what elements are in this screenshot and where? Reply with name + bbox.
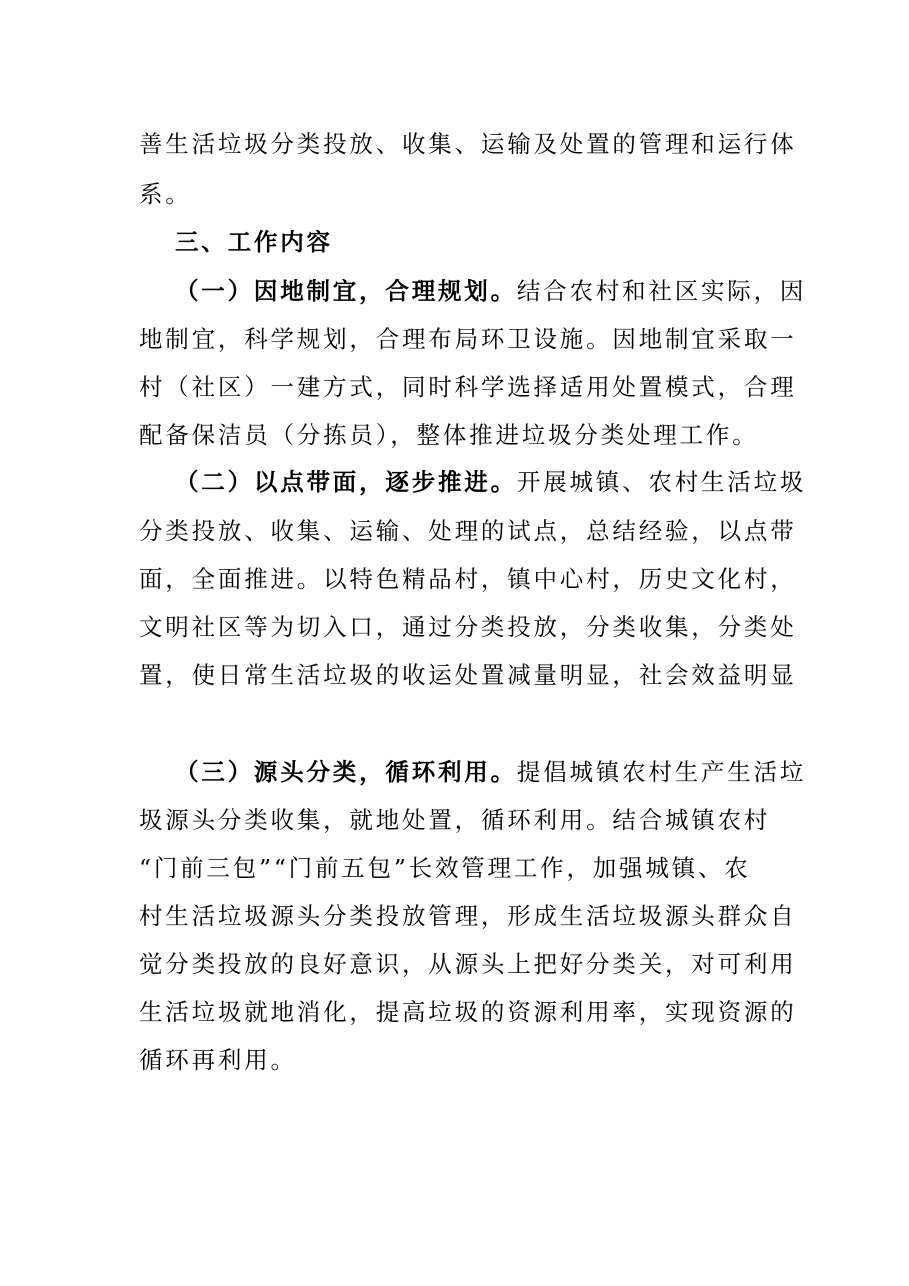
paragraph-line: 面，全面推进。以特色精品村，镇中心村，历史文化村， <box>139 565 797 593</box>
paragraph-line: 圾源头分类收集，就地处置，循环利用。结合城镇农村 <box>139 806 771 834</box>
item-2-heading: （二）以点带面，逐步推进。 <box>175 468 517 496</box>
item-3-text: 提倡城镇农村生产生活垃 <box>516 758 807 786</box>
item-1-first-line <box>175 276 806 306</box>
item-2-first-line <box>175 467 806 497</box>
paragraph-line: 文明社区等为切入口，通过分类投放，分类收集，分类处 <box>139 613 797 641</box>
paragraph-line: 地制宜，科学规划，合理布局环卫设施。因地制宜采取一 <box>139 325 797 353</box>
paragraph-line: 分类投放、收集、运输、处理的试点，总结经验，以点带 <box>139 517 797 545</box>
item-3-heading: （三）源头分类，循环利用。 <box>175 758 517 786</box>
paragraph-line: 觉分类投放的良好意识，从源头上把好分类关，对可利用 <box>139 950 797 978</box>
item-1-heading: （一）因地制宜，合理规划。 <box>175 277 517 305</box>
paragraph-line: 配备保洁员（分拣员），整体推进垃圾分类处理工作。 <box>139 421 759 449</box>
paragraph-line: 生活垃圾就地消化，提高垃圾的资源利用率，实现资源的 <box>139 998 797 1026</box>
paragraph-line: 系。 <box>139 180 192 208</box>
paragraph-line: 村（社区）一建方式，同时科学选择适用处置模式，合理 <box>139 373 797 401</box>
item-2-text: 开展城镇、农村生活垃圾 <box>516 468 807 496</box>
item-3-first-line <box>175 757 806 787</box>
paragraph-line: 善生活垃圾分类投放、收集、运输及处置的管理和运行体 <box>139 130 797 158</box>
paragraph-line: “门前三包”“门前五包”长效管理工作，加强城镇、农 <box>139 854 751 882</box>
section-heading: 三、工作内容 <box>175 228 333 256</box>
paragraph-line: 循环再利用。 <box>139 1046 297 1074</box>
item-1-text: 结合农村和社区实际，因 <box>516 277 807 305</box>
paragraph-line: 村生活垃圾源头分类投放管理，形成生活垃圾源头群众自 <box>139 902 797 930</box>
paragraph-line: 置，使日常生活垃圾的收运处置减量明显，社会效益明显 <box>139 661 797 689</box>
